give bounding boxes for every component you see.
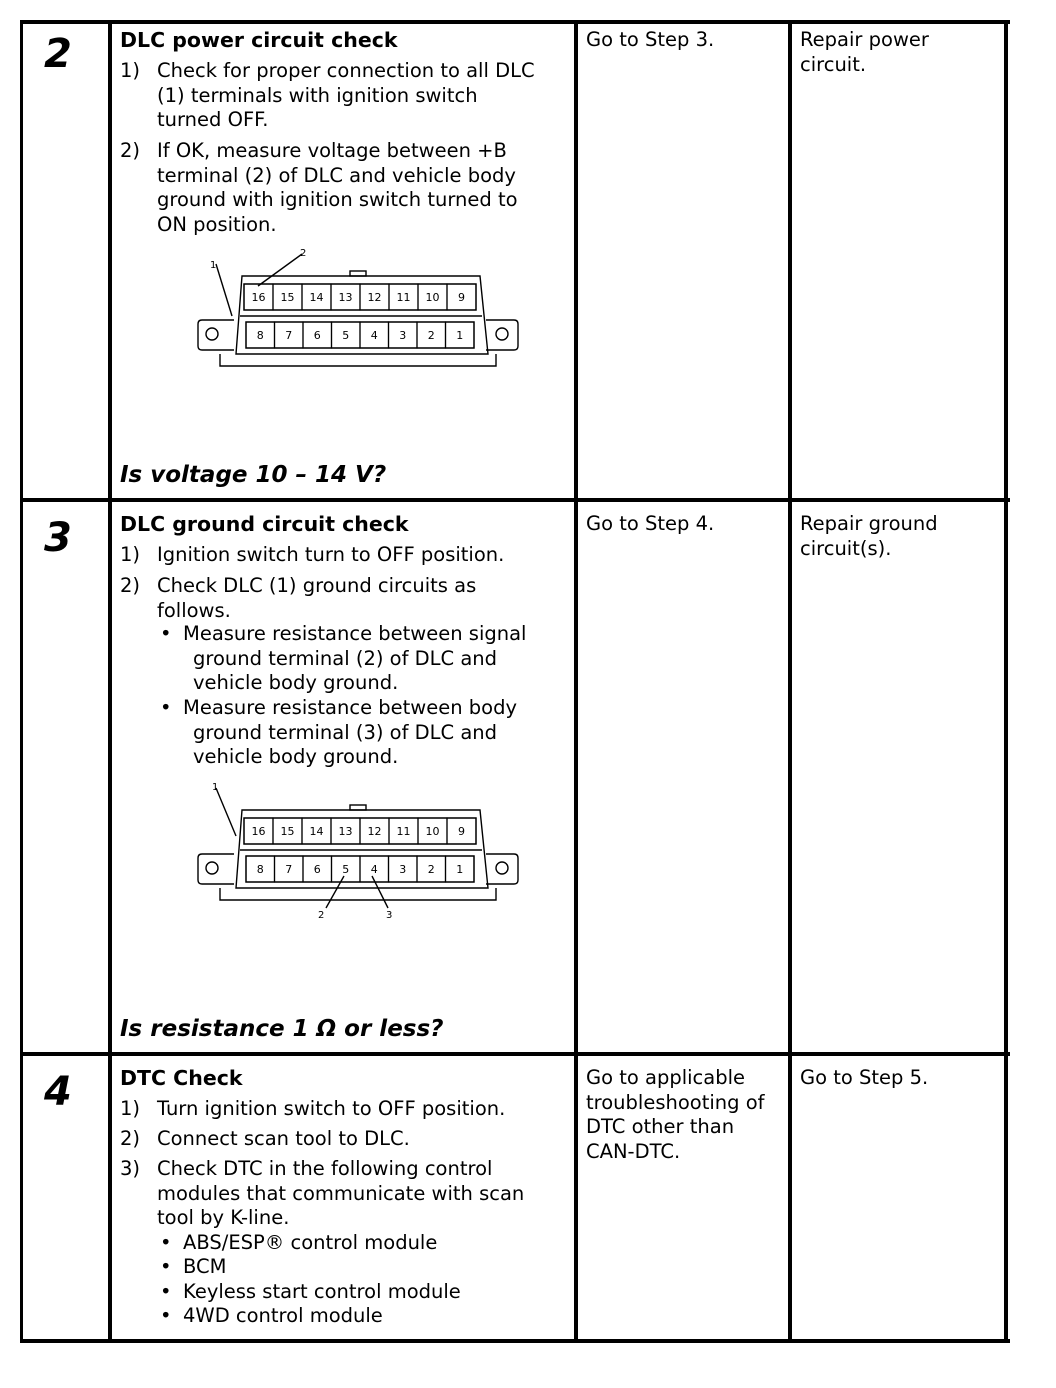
yes-line: DTC other than	[586, 1115, 735, 1138]
item-text	[157, 59, 535, 133]
column-divider-yes	[788, 20, 792, 1343]
pin-number: 16	[251, 825, 266, 838]
item-line: ON position.	[157, 212, 277, 236]
pin-number: 15	[280, 825, 295, 838]
bullet-text: ABS/ESP® control module	[183, 1231, 438, 1254]
pin-number: 14	[309, 825, 324, 838]
pin-number: 4	[370, 329, 378, 342]
pin-number: 13	[338, 291, 353, 304]
table-bottom-border	[20, 1339, 1010, 1343]
item-line: tool by K-line.	[157, 1206, 290, 1229]
pin-number: 15	[280, 291, 295, 304]
table-left-border	[20, 20, 23, 1343]
pin-number: 8	[256, 329, 264, 342]
pin-number: 9	[458, 291, 465, 304]
bullet-line: ground terminal (2) of DLC and	[193, 646, 498, 670]
item-line: turned OFF.	[157, 108, 269, 131]
bullet-text: 4WD control module	[183, 1304, 383, 1327]
pin-number: 10	[425, 825, 440, 838]
pin-number: 2	[427, 863, 435, 876]
column-divider-step	[108, 20, 112, 1343]
bullet-text	[183, 696, 517, 770]
table-right-border	[1004, 20, 1008, 1343]
step-title: DLC ground circuit check	[120, 512, 409, 536]
pin-number: 11	[396, 825, 411, 838]
bullet-line: vehicle body ground.	[193, 671, 399, 694]
item-text	[157, 1157, 524, 1231]
yes-result	[586, 1066, 765, 1164]
pin-number: 13	[338, 825, 353, 838]
item-text	[157, 1097, 505, 1122]
pin-number: 7	[285, 863, 293, 876]
pin-row-bottom	[246, 322, 474, 348]
yes-line: Go to Step 4.	[586, 512, 715, 535]
bullet-marker: •	[160, 1304, 172, 1327]
item-line: (1) terminals with ignition switch	[157, 83, 478, 107]
yes-line: Go to Step 3.	[586, 28, 715, 51]
item-line: terminal (2) of DLC and vehicle body	[157, 163, 516, 187]
callout-label: 1	[212, 782, 219, 793]
yes-line: troubleshooting of	[586, 1090, 765, 1114]
yes-result	[586, 512, 714, 537]
callout-label: 3	[386, 910, 393, 921]
no-line: circuit(s).	[800, 536, 892, 560]
bullet-line: Measure resistance between signal	[183, 622, 527, 645]
item-number: 2)	[120, 574, 141, 597]
step-title: DTC Check	[120, 1066, 243, 1090]
item-line: Check DLC (1) ground circuits as	[157, 574, 477, 597]
step-question: Is voltage 10 – 14 V?	[120, 462, 387, 488]
item-line: follows.	[157, 598, 231, 622]
yes-line: Go to applicable	[586, 1066, 746, 1089]
no-result	[800, 28, 929, 77]
item-line: Connect scan tool to DLC.	[157, 1127, 410, 1150]
bullet-line: vehicle body ground.	[193, 745, 399, 768]
no-line: circuit.	[800, 52, 867, 76]
row-divider-3-4	[20, 1052, 1010, 1056]
no-line: Repair power	[800, 28, 929, 51]
pin-number: 8	[256, 863, 264, 876]
item-number: 3)	[120, 1157, 141, 1180]
item-line: Ignition switch turn to OFF position.	[157, 543, 505, 566]
pin-row-top	[244, 818, 476, 844]
pin-number: 6	[313, 863, 321, 876]
pin-number: 5	[342, 329, 350, 342]
item-text	[157, 139, 518, 237]
no-result	[800, 1066, 928, 1091]
pin-number: 3	[399, 863, 407, 876]
no-line: Go to Step 5.	[800, 1066, 929, 1089]
item-line: Check for proper connection to all DLC	[157, 59, 535, 82]
row-divider-2-3	[20, 498, 1010, 502]
pin-number: 11	[396, 291, 411, 304]
no-line: Repair ground	[800, 512, 938, 535]
pin-number: 6	[313, 329, 321, 342]
table-top-border	[20, 20, 1010, 24]
item-number: 2)	[120, 1127, 141, 1150]
pin-number: 10	[425, 291, 440, 304]
item-line: modules that communicate with scan	[157, 1181, 525, 1205]
bullet-marker: •	[160, 696, 172, 719]
pin-number: 1	[456, 863, 464, 876]
item-number: 2)	[120, 139, 141, 162]
item-line: Check DTC in the following control	[157, 1157, 493, 1180]
dlc-connector-diagram	[190, 242, 530, 372]
bullet-text: BCM	[183, 1255, 227, 1278]
item-line: Turn ignition switch to OFF position.	[157, 1097, 506, 1120]
pin-number: 12	[367, 825, 382, 838]
item-text	[157, 1127, 410, 1152]
pin-number: 5	[342, 863, 350, 876]
bullet-text: Keyless start control module	[183, 1280, 461, 1303]
pin-number: 2	[427, 329, 435, 342]
step-title: DLC power circuit check	[120, 28, 398, 52]
callout-label: 2	[318, 910, 325, 921]
item-number: 1)	[120, 59, 141, 82]
column-divider-action	[574, 20, 578, 1343]
step-number: 3	[44, 515, 72, 561]
item-text	[157, 574, 476, 623]
dlc-connector-diagram	[190, 776, 530, 926]
pin-number: 1	[456, 329, 464, 342]
pin-number: 14	[309, 291, 324, 304]
yes-result	[586, 28, 714, 53]
item-line: ground with ignition switch turned to	[157, 188, 518, 211]
pin-number: 3	[399, 329, 407, 342]
pin-number: 4	[370, 863, 378, 876]
no-result	[800, 512, 938, 561]
step-number: 2	[44, 31, 72, 77]
item-number: 1)	[120, 1097, 141, 1120]
step-number: 4	[44, 1069, 72, 1115]
bullet-marker: •	[160, 1231, 172, 1254]
bullet-line: ground terminal (3) of DLC and	[193, 720, 498, 744]
callout-label: 1	[210, 260, 217, 271]
callout-label: 2	[300, 248, 307, 259]
item-line: If OK, measure voltage between +B	[157, 139, 507, 162]
bullet-marker: •	[160, 1255, 172, 1278]
pin-number: 16	[251, 291, 266, 304]
step-question: Is resistance 1 Ω or less?	[120, 1016, 444, 1042]
item-number: 1)	[120, 543, 141, 566]
yes-line: CAN-DTC.	[586, 1139, 681, 1163]
bullet-line: Measure resistance between body	[183, 696, 518, 719]
bullet-marker: •	[160, 1280, 172, 1303]
pin-number: 7	[285, 329, 293, 342]
item-text	[157, 543, 504, 568]
bullet-marker: •	[160, 622, 172, 645]
pin-row-bottom	[246, 856, 474, 882]
bullet-text	[183, 622, 526, 696]
pin-row-top	[244, 284, 476, 310]
pin-number: 12	[367, 291, 382, 304]
pin-number: 9	[458, 825, 465, 838]
